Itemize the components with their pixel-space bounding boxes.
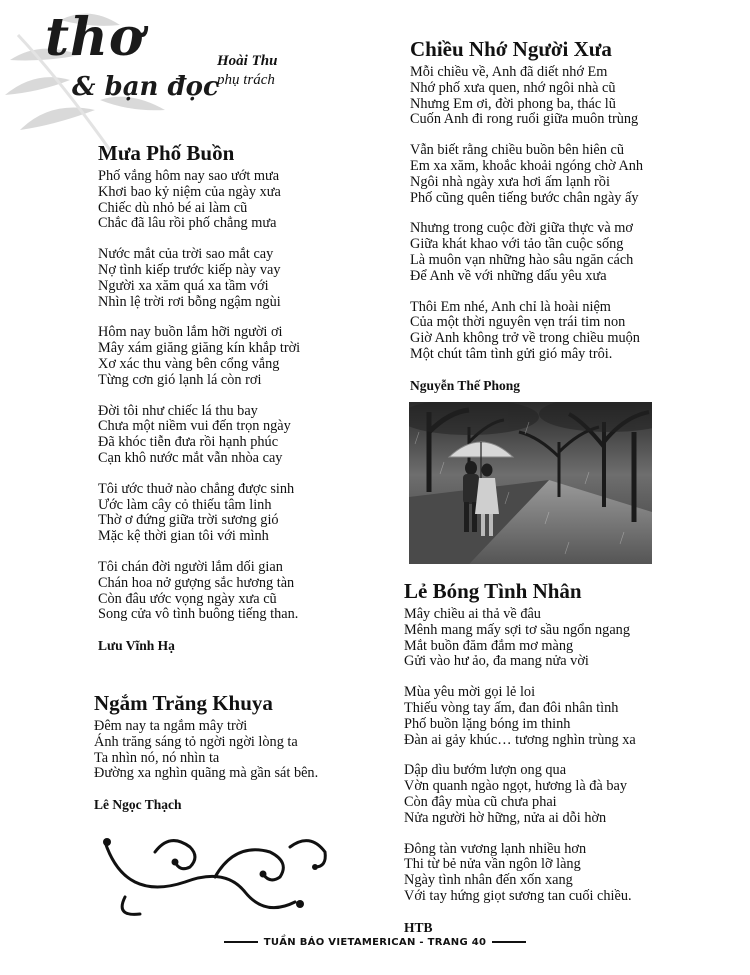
poem-line: Của một thời nguyên vẹn trái tim non: [410, 314, 626, 331]
poem-line: Nửa người hờ hững, nửa ai dỗi hờn: [404, 809, 607, 826]
poem-title: Lẻ Bóng Tình Nhân: [404, 579, 582, 603]
poem-line: Đường xa nghìn quãng mà gần sát bên.: [94, 765, 319, 782]
poem-stanza: [404, 763, 636, 826]
poem-line: Với tay hứng giọt sương tan cuối chiều.: [404, 887, 632, 904]
section-title: thơ: [45, 7, 145, 68]
poem-line: Cạn khô nước mắt vẫn nhòa cay: [98, 449, 283, 466]
swirl-ornament: [95, 822, 335, 922]
poem-stanza: [410, 300, 643, 363]
poem-title: Ngắm Trăng Khuya: [94, 691, 273, 715]
poem-line: Hôm nay buồn lắm hỡi người ơi: [98, 324, 283, 341]
footer-text: TUẦN BÁO VIETAMERICAN - TRANG 40: [263, 937, 487, 948]
poem-line: Đông tàn vương lạnh nhiều hơn: [404, 840, 587, 857]
poem-line: Đàn ai gảy khúc… tương nghìn trùng xa: [404, 731, 636, 748]
poem-line: Chiếc dù nhỏ bé ai làm cũ: [98, 199, 248, 216]
poem-line: Giờ Anh không trở về trong chiều muộn: [410, 330, 640, 347]
poem-line: Thờ ơ đứng giữa trời sương gió: [98, 512, 279, 529]
poem-line: Chưa một niềm vui đến trọn ngày: [98, 418, 291, 435]
poem-line: Người xa xăm quá xa tầm với: [98, 277, 269, 294]
poem-line: Nợ tình kiếp trước kiếp này vay: [98, 261, 281, 278]
poem-chieu-nho-nguoi-xua: [410, 37, 643, 394]
poem-line: Là muôn vạn những hào sâu ngăn cách: [410, 251, 634, 268]
poem-line: Mắt buồn đăm đắm mơ màng: [404, 637, 574, 654]
poem-stanza: [98, 482, 300, 545]
poem-line: Tôi chán đời người lắm dối gian: [98, 558, 283, 575]
editor-role: phụ trách: [217, 72, 275, 88]
poem-stanza: [404, 842, 636, 905]
poem-author: Lưu Vĩnh Hạ: [98, 638, 175, 654]
poem-line: Phố cũng quên tiếng bước chân ngày ấy: [410, 189, 639, 206]
poem-line: Mênh mang mấy sợi tơ sầu ngổn ngang: [404, 621, 630, 638]
poem-line: Thôi Em nhé, Anh chỉ là hoài niệm: [410, 298, 611, 315]
poem-stanza: [98, 404, 300, 467]
poem-line: Song cửa vô tình buông tiếng than.: [98, 606, 299, 623]
poem-line: Ngày tình nhân đến xốn xang: [404, 872, 573, 889]
poem-line: Ước làm cây cỏ thiếu tâm linh: [98, 496, 272, 513]
poem-line: Gửi vào hư ảo, đa mang nửa vời: [404, 653, 589, 670]
poem-author: Lê Ngọc Thạch: [94, 797, 182, 813]
poem-line: Khơi bao kỷ niệm của ngày xưa: [98, 183, 281, 200]
poem-stanza: [404, 607, 636, 670]
poem-line: Phố buồn lặng bóng im thinh: [404, 715, 571, 732]
poem-line: Vờn quanh ngào ngọt, hương là đà bay: [404, 778, 627, 795]
poem-line: Ánh trăng sáng tỏ ngời ngời lòng ta: [94, 733, 298, 750]
poem-line: Đêm nay ta ngắm mây trời: [94, 718, 248, 734]
poem-title: Chiều Nhớ Người Xưa: [410, 37, 612, 61]
couple-umbrella-rain-photo: [409, 402, 652, 564]
poem-stanza: [404, 685, 636, 748]
poem-line: Mây xám giăng giăng kín khắp trời: [98, 340, 301, 357]
poem-line: Mỗi chiều về, Anh đã diết nhớ Em: [410, 64, 608, 80]
poem-line: Ngôi nhà ngày xưa hơi ấm lạnh rồi: [410, 173, 610, 190]
poem-line: Một chút tâm tình gửi gió mây trôi.: [410, 345, 613, 362]
poem-stanza: [410, 143, 643, 206]
poem-line: Mùa yêu mời gọi lẻ loi: [404, 684, 536, 701]
poem-mua-pho-buon: [98, 141, 300, 654]
poem-line: Vẫn biết rằng chiều buồn bên hiên cũ: [410, 142, 624, 159]
poem-stanza: [410, 65, 643, 128]
poem-line: Mây chiều ai thả về đâu: [404, 606, 541, 622]
poem-line: Nước mắt của trời sao mắt cay: [98, 246, 274, 263]
poem-stanza: [98, 247, 300, 310]
poem-le-bong-tinh-nhan: [404, 579, 636, 936]
poem-stanza: [410, 221, 643, 284]
poem-line: Thiếu vòng tay ấm, đan đôi nhân tình: [404, 699, 619, 716]
poem-line: Nhưng Em ơi, đời phong ba, thác lũ: [410, 95, 616, 112]
poem-stanza: [98, 325, 300, 388]
poem-line: Chắc đã lâu rồi phố chẳng mưa: [98, 215, 277, 232]
poem-line: Thi từ bẻ nửa vần ngôn lỡ làng: [404, 856, 581, 873]
poem-line: Giữa khát khao với tảo tần cuộc sống: [410, 236, 624, 253]
footer-rule-left: [224, 941, 258, 943]
poem-line: Nhưng trong cuộc đời giữa thực và mơ: [410, 220, 633, 237]
section-subtitle: & bạn đọc: [72, 72, 219, 102]
poem-line: Dập dìu bướm lượn ong qua: [404, 762, 567, 779]
poem-line: Từng cơn gió lạnh lá còn rơi: [98, 371, 262, 388]
poem-line: Phố vắng hôm nay sao ướt mưa: [98, 168, 280, 184]
poem-line: Còn đây mùa cũ chưa phai: [404, 793, 557, 810]
poem-stanza: [98, 560, 300, 623]
poem-line: Xơ xác thu vàng bên cổng vắng: [98, 355, 280, 372]
poem-line: Còn đâu ước vọng ngày xưa cũ: [98, 590, 277, 607]
poem-line: Chán hoa nở gượng sắc hương tàn: [98, 574, 295, 591]
poem-line: Đã khóc tiễn đưa rồi hạnh phúc: [98, 434, 279, 451]
poem-line: Nhìn lệ trời rơi bỗng ngậm ngùi: [98, 293, 281, 310]
footer-rule-right: [492, 941, 526, 943]
editor-name: Hoài Thu: [217, 53, 278, 69]
poem-line: Để Anh về với những dấu yêu xưa: [410, 267, 607, 284]
poem-author: Nguyễn Thế Phong: [410, 377, 521, 393]
poem-line: Ta nhìn nó, nó nhìn ta: [94, 749, 220, 766]
poem-line: Cuốn Anh đi rong ruổi giữa muôn trùng: [410, 111, 639, 128]
poem-line: Tôi ước thuở nào chẳng được sinh: [98, 480, 295, 497]
poem-line: Mặc kệ thời gian tôi với mình: [98, 528, 269, 545]
poem-title: Mưa Phố Buồn: [98, 141, 235, 165]
poem-author: HTB: [404, 919, 433, 935]
poem-line: Em xa xăm, khoắc khoải ngóng chờ Anh: [410, 157, 644, 174]
page-footer: [0, 937, 750, 948]
poem-ngam-trang-khuya: [94, 691, 318, 813]
poem-line: Đời tôi như chiếc lá thu bay: [98, 402, 258, 419]
poem-line: Nhớ phố xưa quen, nhớ ngôi nhà cũ: [410, 79, 616, 96]
poem-stanza: [94, 719, 318, 782]
poem-stanza: [98, 169, 300, 232]
